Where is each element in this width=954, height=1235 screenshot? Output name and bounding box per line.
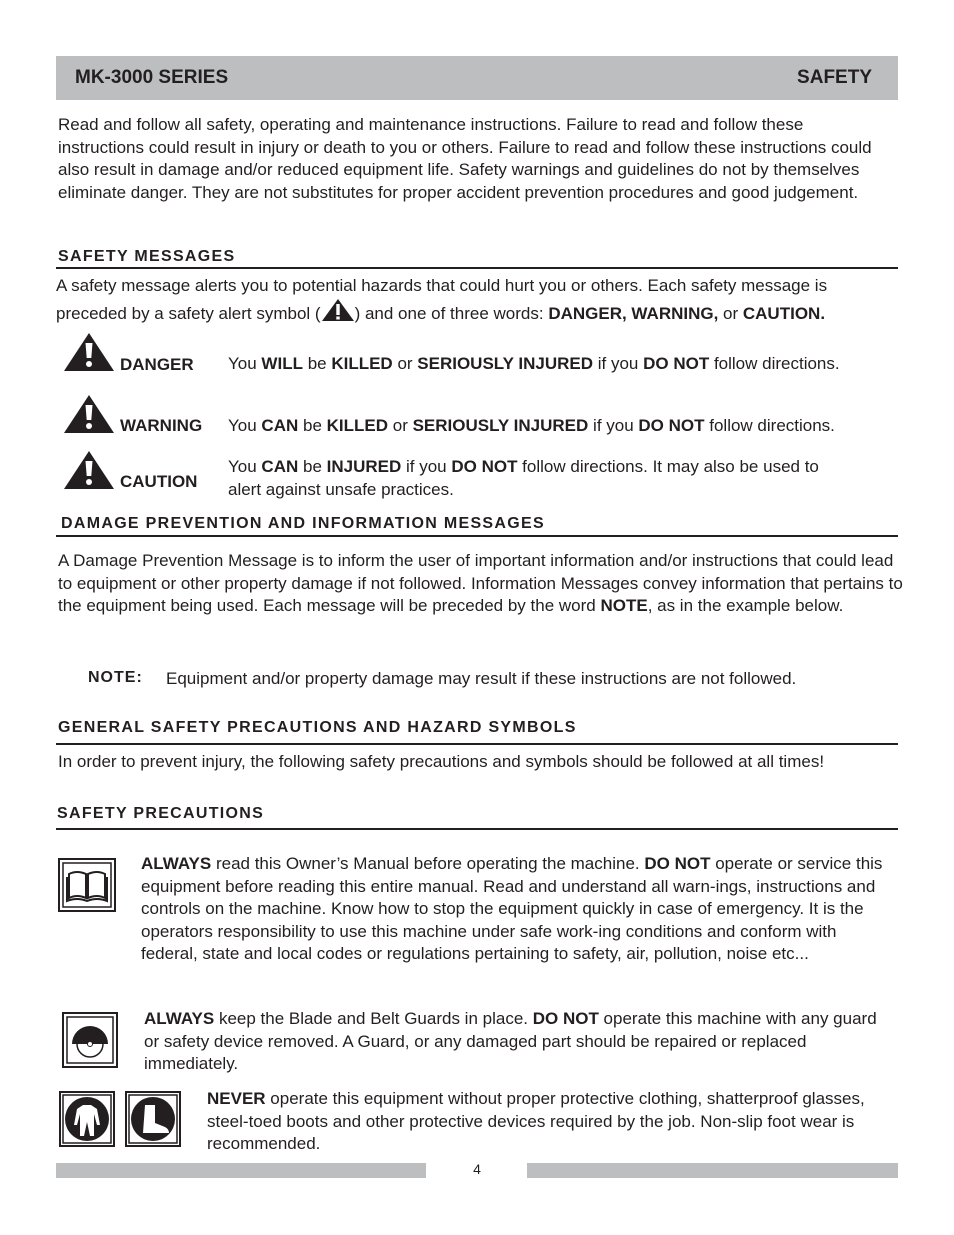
- text: keep the Blade and Belt Guards in place.: [214, 1009, 533, 1028]
- intro-paragraph: Read and follow all safety, operating and maintenance instructions. Failure to read and follow these instructions could result in injury or death to you or others. Failure to read and follow these instructions could also result in damage and/or reduced equipment life. Safety warnings and guidelines do not by themselves eliminate danger. They are not substitutes for proper accident prevention procedures and good judgement.: [58, 115, 872, 202]
- alert-triangle-icon: [63, 450, 115, 490]
- divider: [56, 743, 898, 745]
- text: ) and one of three words:: [354, 303, 549, 323]
- protective-clothing-icon-box: [59, 1091, 115, 1147]
- bold-text: SERIOUSLY INJURED: [412, 416, 589, 435]
- bold-text: DO NOT: [532, 1009, 599, 1028]
- precaution-clothing-text: [207, 1088, 907, 1156]
- text: be: [302, 354, 332, 373]
- text: be: [298, 457, 327, 476]
- text: You: [228, 354, 262, 373]
- safety-messages-line1: A safety message alerts you to potential hazards that could hurt you or others. Each safety message is: [56, 276, 828, 295]
- text: read this Owner’s Manual before operating the machine.: [211, 854, 645, 873]
- divider: [56, 828, 898, 830]
- danger-label: DANGER: [120, 355, 194, 374]
- caution-word: CAUTION.: [742, 303, 826, 323]
- safety-precautions-title: SAFETY PRECAUTIONS: [57, 805, 265, 822]
- caution-label: CAUTION: [120, 472, 198, 491]
- text: You: [228, 416, 262, 435]
- blade-guard-icon-box: [62, 1012, 118, 1068]
- text: if you: [588, 416, 639, 435]
- damage-prevention-paragraph: [58, 550, 903, 618]
- header-series: MK-3000 SERIES: [75, 67, 229, 88]
- general-safety-text: In order to prevent injury, the following safety precautions and symbols should be followed at all times!: [58, 752, 825, 771]
- text: be: [298, 416, 327, 435]
- note-text: Equipment and/or property damage may result if these instructions are not followed.: [166, 669, 797, 688]
- header-bar: [56, 56, 898, 100]
- safety-messages-line2: [56, 298, 916, 326]
- safety-messages-text: [56, 275, 916, 325]
- divider: [56, 267, 898, 269]
- bold-text: SERIOUSLY INJURED: [417, 354, 594, 373]
- damage-prevention-title: DAMAGE PREVENTION AND INFORMATION MESSAGES: [61, 515, 545, 532]
- note-word: NOTE: [600, 596, 648, 616]
- safety-messages-title: SAFETY MESSAGES: [58, 248, 236, 265]
- warning-text: [228, 415, 835, 438]
- bold-text: ALWAYS: [144, 1009, 215, 1028]
- note-label: NOTE:: [88, 669, 143, 686]
- bold-text: KILLED: [326, 416, 389, 435]
- precaution-guard-text: [144, 1008, 896, 1076]
- blade-guard-icon: [64, 1014, 116, 1066]
- bold-text: NEVER: [207, 1089, 266, 1108]
- alert-triangle-icon: [63, 332, 115, 372]
- caution-text: [228, 456, 819, 501]
- page-number: 4: [473, 1161, 481, 1177]
- alert-triangle-icon: [63, 394, 115, 434]
- text: You: [228, 457, 262, 476]
- bold-text: DO NOT: [643, 354, 710, 373]
- header-section: SAFETY: [797, 67, 872, 88]
- manual-book-icon: [60, 860, 114, 910]
- text: or: [388, 416, 413, 435]
- bold-text: DO NOT: [451, 457, 518, 476]
- general-safety-title: GENERAL SAFETY PRECAUTIONS AND HAZARD SYMBOLS: [58, 719, 577, 736]
- text: operate or service this equipment before reading this entire manual. Read and understand all warn-ings, instructions and controls on the machine. Know how to stop the equipment quickly in case of emergency. It is the operators responsibility to use this machine under safe work-ing conditions and conform with federal, state and local codes or regulations pertaining to safety, air, pollution, noise etc...: [141, 854, 883, 964]
- safety-boot-icon: [127, 1093, 179, 1145]
- bold-text: DO NOT: [638, 416, 705, 435]
- manual-icon-box: [58, 858, 116, 912]
- warning-label: WARNING: [120, 416, 203, 435]
- bold-text: INJURED: [326, 457, 402, 476]
- text: preceded by a safety alert symbol (: [56, 303, 321, 323]
- text: if you: [593, 354, 644, 373]
- precaution-manual-text: [141, 853, 889, 966]
- text: follow directions.: [704, 416, 835, 435]
- footer-bar-left: [56, 1163, 426, 1178]
- alert-triangle-icon: [321, 298, 355, 322]
- safety-boot-icon-box: [125, 1091, 181, 1147]
- caution-line2: alert against unsafe practices.: [228, 479, 454, 499]
- text: or: [392, 354, 418, 373]
- caution-line1: [228, 456, 819, 479]
- signal-words: DANGER, WARNING,: [548, 303, 719, 323]
- text: operate this equipment without proper protective clothing, shatterproof glasses, steel-toed boots and other protective devices required by the job. Non-slip foot wear is recommended.: [207, 1089, 865, 1154]
- bold-text: CAN: [261, 416, 299, 435]
- text: follow directions.: [709, 354, 840, 373]
- text: operate this machine with any guard or safety device removed. A Guard, or any damaged part should be repaired or replaced immediately.: [144, 1009, 877, 1074]
- bold-text: CAN: [261, 457, 299, 476]
- protective-clothing-icon: [61, 1093, 113, 1145]
- bold-text: WILL: [261, 354, 303, 373]
- text: or: [718, 303, 743, 323]
- text: follow directions. It may also be used to: [517, 457, 819, 476]
- text: A Damage Prevention Message is to inform the user of important information and/or instructions that could lead to equipment or other property damage if not followed. Information Messages convey information that pertains to the equipment being used. Each message will be preceded by the word: [58, 551, 903, 616]
- text: if you: [401, 457, 452, 476]
- divider: [56, 535, 898, 537]
- bold-text: ALWAYS: [141, 854, 212, 873]
- text: , as in the example below.: [647, 596, 844, 616]
- bold-text: KILLED: [331, 354, 393, 373]
- bold-text: DO NOT: [644, 854, 711, 873]
- footer-bar-right: [527, 1163, 898, 1178]
- danger-text: [228, 353, 840, 376]
